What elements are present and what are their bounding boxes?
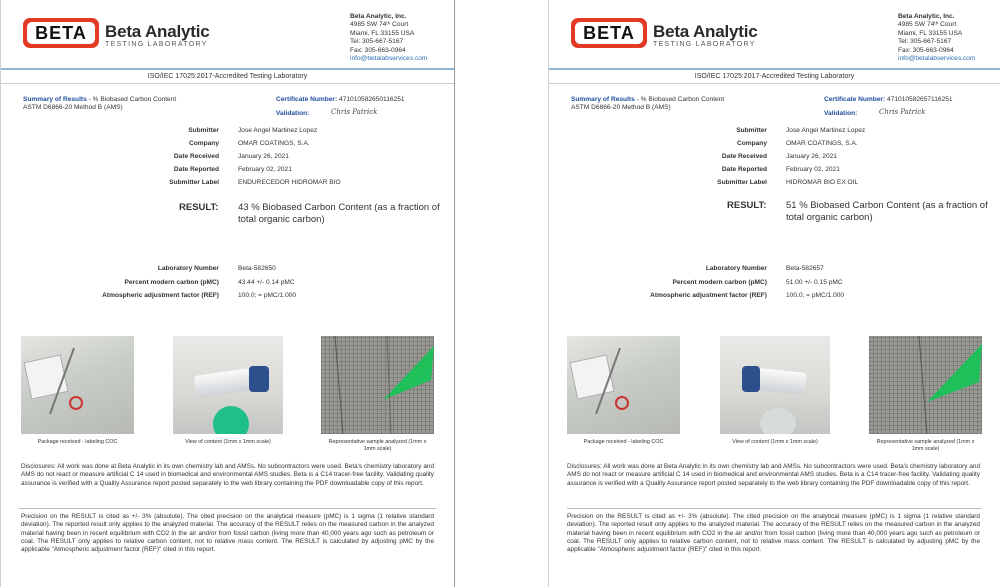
lab-number-label: Laboratory Number xyxy=(705,265,767,272)
pmc-label: Percent modern carbon (pMC) xyxy=(672,279,767,286)
content-photo xyxy=(720,336,830,434)
disclosures-text: Disclosures: All work was done at Beta Analytic in its own chemistry lab and AMSs. No subcontractors were used. Beta's chemistry laboratory and AMS do not react or measure artificial C 14 used in biomedical and environmental AMS studies. Beta is a C14 tracer-free facility. Validating quality assurance is verified with a Quality Assurance report posted separately to the web library containing the PDF downloadable copy of this report. xyxy=(21,463,434,487)
divider xyxy=(549,83,1000,84)
date-received-value: January 26, 2021 xyxy=(786,153,837,160)
report-page-left xyxy=(0,0,455,587)
submitter-value: Jose Angel Martinez Lopez xyxy=(786,127,866,134)
pmc-value: 43.44 +/- 0.14 pMC xyxy=(238,279,295,286)
email-link[interactable]: info@betalabservices.com xyxy=(898,55,976,63)
divider xyxy=(567,508,982,509)
date-reported-label: Date Reported xyxy=(173,166,219,173)
report-page-right xyxy=(548,0,1000,587)
divider xyxy=(1,83,454,84)
pmc-value: 51.00 +/- 0.15 pMC xyxy=(786,279,843,286)
date-reported-label: Date Reported xyxy=(721,166,767,173)
company-value: OMAR COATINGS, S.A. xyxy=(786,140,858,147)
validation-signature: Chris Patrick xyxy=(331,108,378,116)
pmc-label: Percent modern carbon (pMC) xyxy=(124,279,219,286)
view-caption: View of content (1mm x 1mm scale) xyxy=(732,439,818,445)
view-caption: View of content (1mm x 1mm scale) xyxy=(185,439,271,445)
company-name: Beta Analytic xyxy=(105,22,210,41)
submitter-label: Submitter xyxy=(188,127,219,134)
ref-label: Atmospheric adjustment factor (REF) xyxy=(102,292,219,299)
company-value: OMAR COATINGS, S.A. xyxy=(238,140,310,147)
accreditation-text: ISO/IEC 17025:2017-Accredited Testing Laboratory xyxy=(694,73,855,80)
content-photo xyxy=(173,336,283,434)
precision-text: Precision on the RESULT is cited as +/- 3% (absolute). The cited precision on the analytical measure (pMC) is 1 sigma (1 relative standard deviation). The reported result only applies to the analyzed material. The accuracy of the RESULT relies on the measured carbon in the analyzed material having been in recent equilibrium with CO2 in the air and/or from fossil carbon (living more than 40,000 years ago such as petroleum or coal. The RESULT only applies to relative carbon content, not to relative mass content. The RESULT is calculated by adjusting pMC by the applicable "Atmospheric adjustment factor (REF)" cited in this report. xyxy=(567,513,980,554)
lab-number-label: Laboratory Number xyxy=(157,265,219,272)
submitter-label-label: Submitter Label xyxy=(169,179,219,186)
company-name: Beta Analytic xyxy=(653,22,758,41)
result-value: 43 % Biobased Carbon Content (as a fraction of total organic carbon) xyxy=(238,202,440,225)
package-caption: Package received - labeling COC xyxy=(37,439,118,445)
company-address: Beta Analytic, Inc. 4985 SW 74ᵗʰ Court Miami, FL 33155 USA Tel: 305-667-5167 Fax: 305-663-0964 info@betalabservices.com xyxy=(350,13,428,63)
date-received-label: Date Received xyxy=(721,153,767,160)
submitter-value: Jose Angel Martinez Lopez xyxy=(238,127,318,134)
submitter-label-value: ENDURECEDOR HIDROMAR BIO xyxy=(238,179,341,186)
package-caption: Package received - labeling COC xyxy=(583,439,664,445)
submitter-label-value: HIDROMAR BIO EX OIL xyxy=(786,179,859,186)
ref-value: 100.0; = pMC/1.000 xyxy=(238,292,297,299)
precision-text: Precision on the RESULT is cited as +/- 3% (absolute). The cited precision on the analytical measure (pMC) is 1 sigma (1 relative standard deviation). The reported result only applies to the analyzed material. The accuracy of the RESULT relies on the measured carbon in the analyzed material having been in recent equilibrium with CO2 in the air and/or from fossil carbon (living more than 40,000 years ago such as petroleum or coal. The RESULT only applies to relative carbon content, not to relative mass content. The RESULT is calculated by adjusting pMC by the applicable "Atmospheric adjustment factor (REF)" cited in this report. xyxy=(21,513,434,554)
method-text: ASTM D6866-20 Method B (AMS) xyxy=(23,104,123,111)
representative-sample-photo xyxy=(321,336,434,434)
submitter-label-label: Submitter Label xyxy=(717,179,767,186)
validation-signature: Chris Patrick xyxy=(879,108,926,116)
ref-label: Atmospheric adjustment factor (REF) xyxy=(650,292,767,299)
company-subtitle: TESTING LABORATORY xyxy=(653,41,756,48)
green-marker-icon xyxy=(927,344,982,402)
company-label: Company xyxy=(736,140,767,147)
lab-number-value: Beta-582657 xyxy=(786,265,824,272)
submitter-label: Submitter xyxy=(736,127,767,134)
certificate-number: Certificate Number: 471010582650116251 xyxy=(276,96,405,103)
representative-caption: Representative sample analyzed (1mm x 1mm scale) xyxy=(328,439,427,452)
summary-title: Summary of Results - % Biobased Carbon Content xyxy=(571,96,725,103)
date-reported-value: February 02, 2021 xyxy=(238,166,292,173)
representative-caption: Representative sample analyzed (1mm x 1mm scale) xyxy=(876,439,975,452)
result-label: RESULT: xyxy=(727,200,767,211)
email-link[interactable]: info@betalabservices.com xyxy=(350,55,428,63)
beta-logo: BETA xyxy=(23,18,99,48)
company-address: Beta Analytic, Inc. 4985 SW 74ᵗʰ Court Miami, FL 33155 USA Tel: 305-667-5167 Fax: 305-663-0964 info@betalabservices.com xyxy=(898,13,976,63)
green-marker-icon xyxy=(383,346,434,400)
lab-number-value: Beta-582650 xyxy=(238,265,276,272)
divider xyxy=(549,68,1000,70)
result-label: RESULT: xyxy=(179,202,219,213)
summary-title: Summary of Results - % Biobased Carbon Content xyxy=(23,96,177,103)
disclosures-text: Disclosures: All work was done at Beta Analytic in its own chemistry lab and AMSs. No subcontractors were used. Beta's chemistry laboratory and AMS do not react or measure artificial C 14 used in biomedical and environmental AMS studies. Beta is a C14 tracer-free facility. Validating quality assurance is verified with a Quality Assurance report posted separately to the web library containing the PDF downloadable copy of this report. xyxy=(567,463,980,487)
method-text: ASTM D6866-20 Method B (AMS) xyxy=(571,104,671,111)
date-received-label: Date Received xyxy=(173,153,219,160)
validation-label: Validation: xyxy=(276,110,310,117)
representative-sample-photo xyxy=(869,336,982,434)
package-photo xyxy=(567,336,680,434)
certificate-number: Certificate Number: 471010582657116251 xyxy=(824,96,953,103)
divider xyxy=(1,68,454,70)
beta-logo: BETA xyxy=(571,18,647,48)
accreditation-text: ISO/IEC 17025:2017-Accredited Testing Laboratory xyxy=(147,73,308,80)
company-subtitle: TESTING LABORATORY xyxy=(105,41,208,48)
package-photo xyxy=(21,336,134,434)
result-value: 51 % Biobased Carbon Content (as a fraction of total organic carbon) xyxy=(786,200,988,223)
ref-value: 100.0; = pMC/1.000 xyxy=(786,292,845,299)
divider xyxy=(19,508,436,509)
validation-label: Validation: xyxy=(824,110,858,117)
date-received-value: January 26, 2021 xyxy=(238,153,289,160)
company-label: Company xyxy=(188,140,219,147)
date-reported-value: February 02, 2021 xyxy=(786,166,840,173)
